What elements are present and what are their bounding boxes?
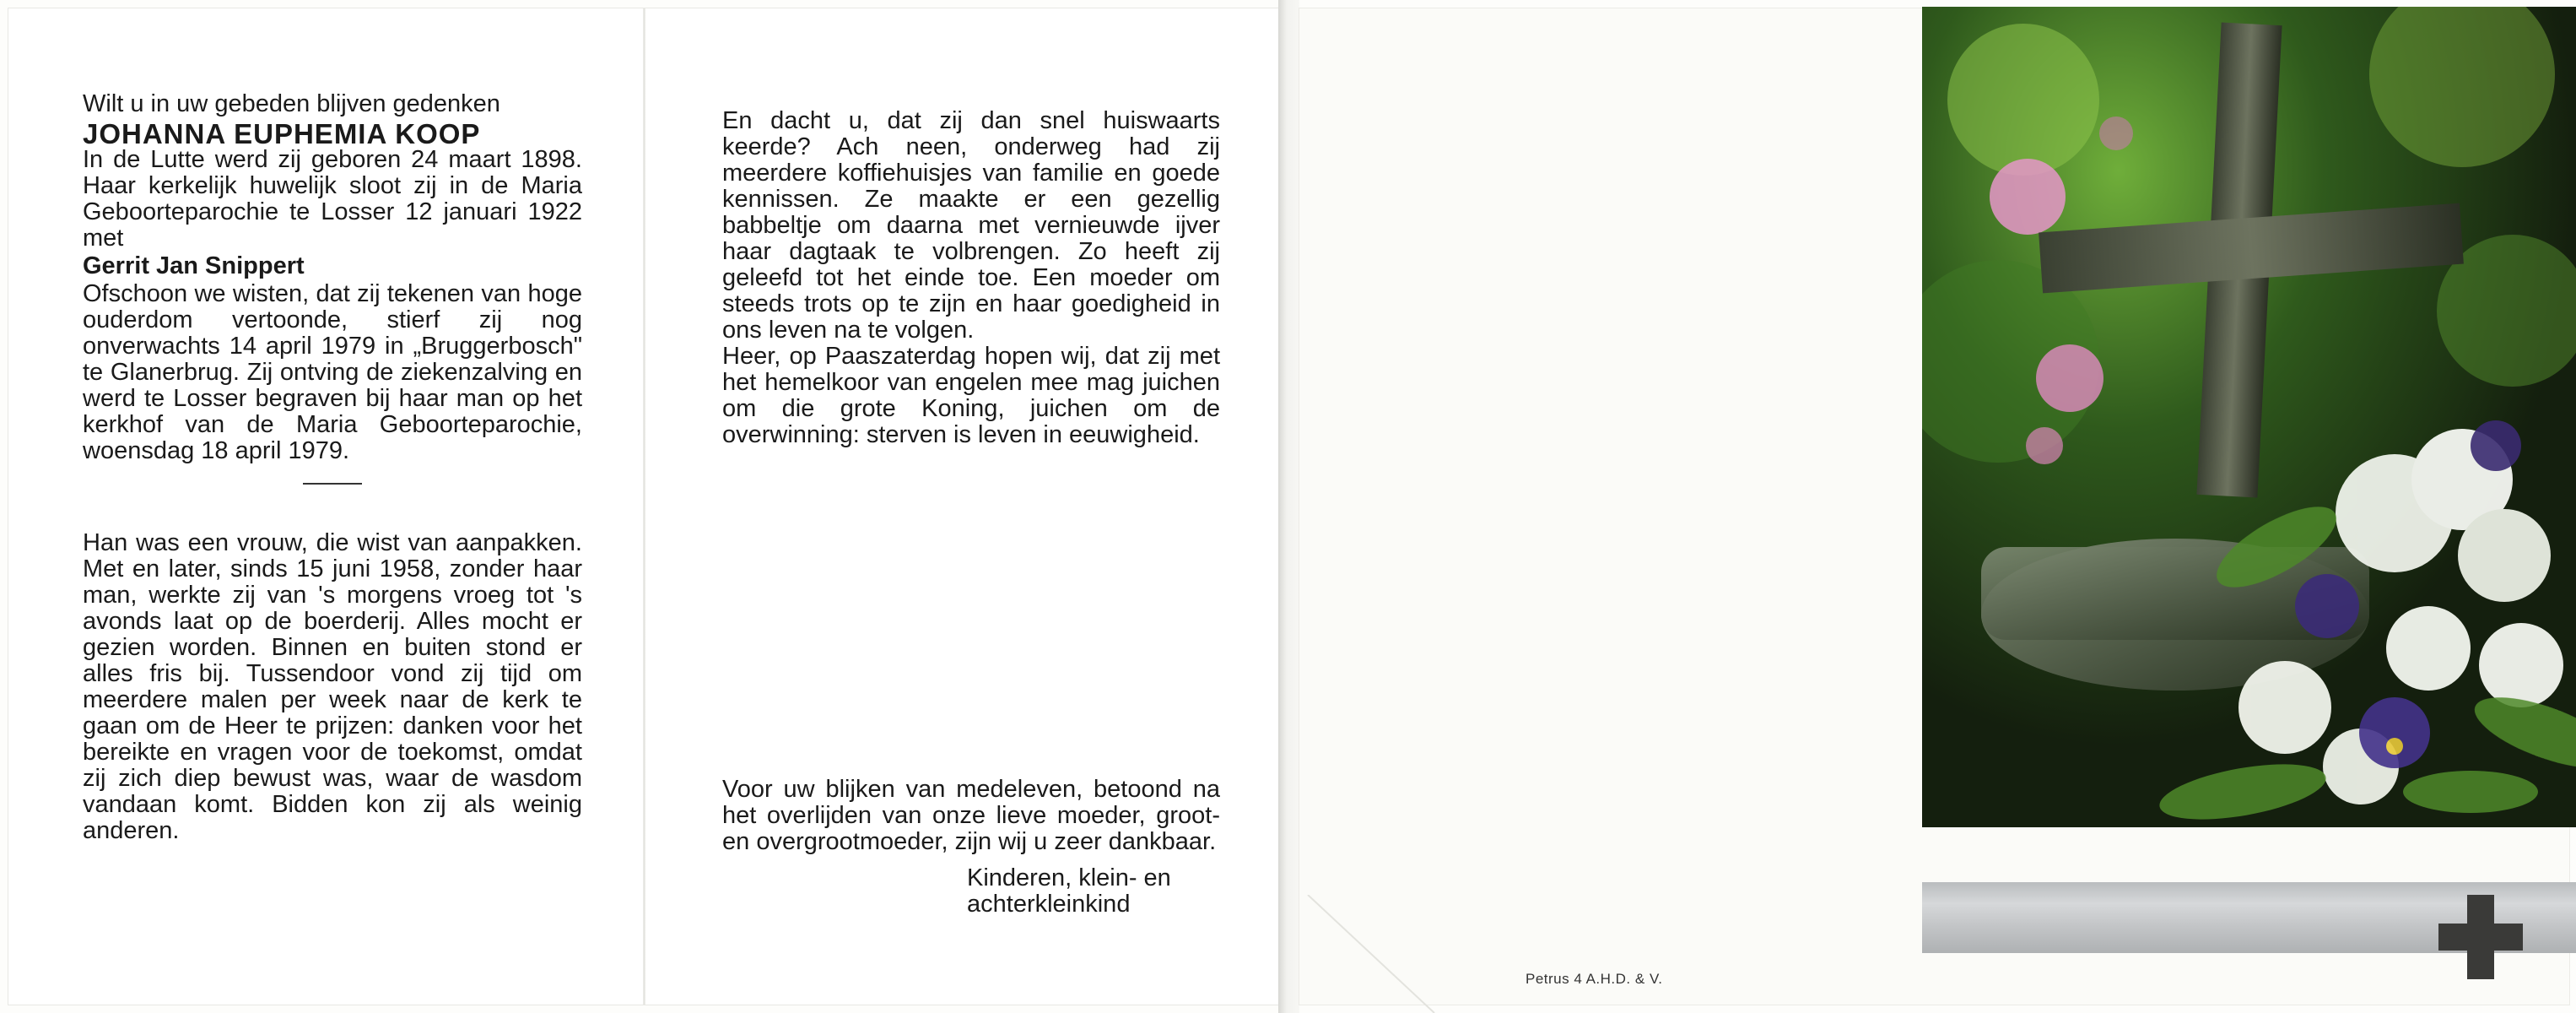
printer-mark: Petrus 4 A.H.D. & V. (1526, 971, 1663, 987)
inner-fold (643, 8, 645, 1005)
prayer-paragraph: Heer, op Paaszaterdag hopen wij, dat zij met het hemelkoor van engelen mee mag juichen om die grote Koning, juichen om de overwinning: sterven is leven in eeuwigheid. (722, 343, 1220, 448)
signature-line-1: Kinderen, klein- en (967, 864, 1171, 891)
card-spine (1278, 0, 1299, 1013)
birth-marriage-paragraph: In de Lutte werd zij geboren 24 maart 1898. Haar kerkelijk huwelijk sloot zij in de Maria Geboorteparochie te Losser 12 januari 1922 met (83, 146, 582, 252)
thanks-paragraph: Voor uw blijken van medeleven, betoond na het overlijden van onze lieve moeder, groot- en overgrootmoeder, zijn wij u zeer dankbaar. (722, 776, 1220, 855)
signature-line-2: achterkleinkind (967, 891, 1131, 918)
obituary-left-column (83, 91, 582, 844)
cross-with-flowers-photo (1922, 7, 2576, 827)
life-paragraph: Han was een vrouw, die wist van aanpakken. Met en later, sinds 15 juni 1958, zonder haar man, werkte zij van 's morgens vroeg tot 's avonds laat op de boerderij. Alles mocht er gezien worden. Binnen en buiten stond er alles fris bij. Tussendoor vond zij tijd om meerdere malen per week naar de kerk te gaan om de Heer te prijzen: danken voor het bereikte en vragen voor de toekomst, omdat zij zich diep bewust was, waar de wasdom vandaan komt. Bidden kon zij als weinig anderen. (83, 529, 582, 844)
prayer-intro: Wilt u in uw gebeden blijven gedenken (83, 90, 500, 117)
daily-life-paragraph: En dacht u, dat zij dan snel huiswaarts keerde? Ach neen, onderweg had zij meerdere koffiehuisjes van familie en goede kennissen. Ze maakte er een gezellig babbeltje om daarna met vernieuwde ijver haar dagtaak te volbrengen. Zo heeft zij geleefd tot het einde toe. Een moeder om steeds trots op te zijn en haar goedigheid in ons leven na te volgen. (722, 107, 1220, 344)
photo-illustration (1922, 7, 2576, 827)
corner-crease (1299, 895, 1468, 1013)
obituary-right-column (722, 108, 1220, 448)
deceased-name: JOHANNA EUPHEMIA KOOP (83, 118, 481, 149)
section-divider (303, 483, 362, 485)
death-paragraph: Ofschoon we wisten, dat zij tekenen van hoge ouderdom vertoonde, stierf zij nog onverwachts 14 april 1979 in „Bruggerbosch" te Glanerbrug. Zij ontving de ziekenzalving en werd te Losser begraven bij haar man op het kerkhof van de Maria Geboorteparochie, woensdag 18 april 1979. (83, 280, 582, 464)
black-cross-icon (2438, 895, 2523, 979)
spouse-name: Gerrit Jan Snippert (83, 252, 305, 279)
thanks-block (722, 777, 1220, 918)
